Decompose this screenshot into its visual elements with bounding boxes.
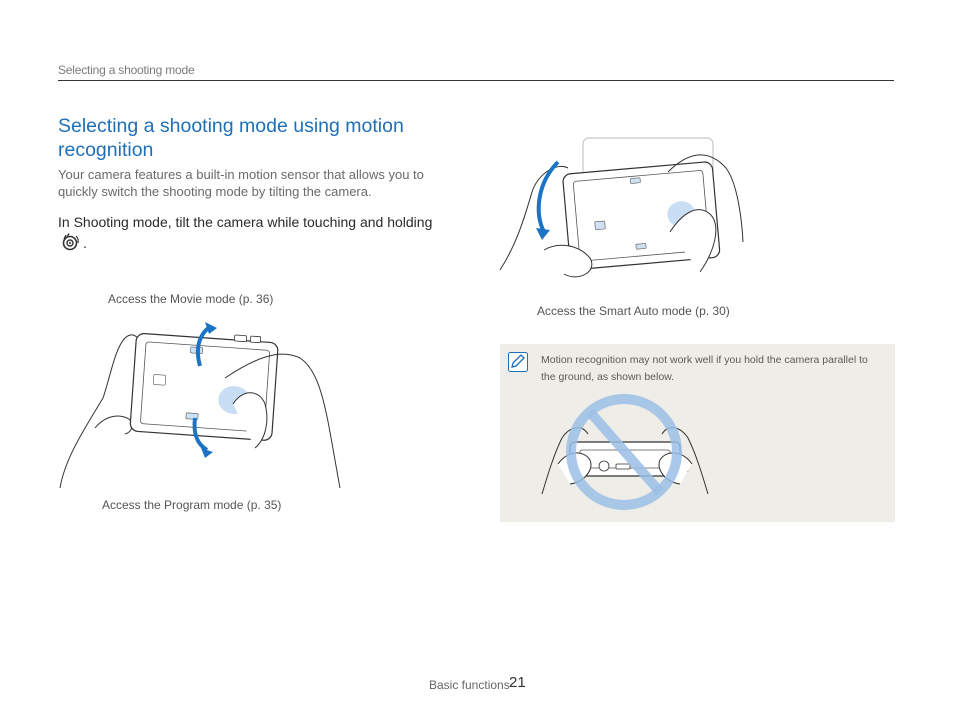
note-text: Motion recognition may not work well if you hold the camera parallel to the ground, as shown below. bbox=[541, 354, 868, 383]
breadcrumb: Selecting a shooting mode bbox=[58, 63, 195, 77]
instruction-text bbox=[58, 212, 453, 254]
page-number: 21 bbox=[509, 674, 526, 691]
note-icon bbox=[508, 352, 528, 372]
header-rule bbox=[58, 80, 894, 81]
parallel-hold-prohibited-illustration bbox=[540, 394, 710, 510]
caption-smart-auto-mode: Access the Smart Auto mode (p. 30) bbox=[537, 304, 730, 318]
tilt-forward-illustration bbox=[498, 132, 748, 302]
instruction-text-end: . bbox=[83, 235, 87, 251]
caption-program-mode: Access the Program mode (p. 35) bbox=[102, 498, 282, 512]
footer-section-label: Basic functions bbox=[429, 678, 510, 692]
intro-text: Your camera features a built-in motion sensor that allows you to quickly switch the shooting mode by tilting the camera. bbox=[58, 167, 424, 199]
tilt-up-down-illustration bbox=[55, 318, 345, 493]
page-title: Selecting a shooting mode using motion recognition bbox=[58, 115, 404, 161]
motion-recognition-icon bbox=[61, 233, 81, 251]
instruction-text-start: In Shooting mode, tilt the camera while touching and holding bbox=[58, 214, 433, 230]
caption-movie-mode: Access the Movie mode (p. 36) bbox=[108, 292, 274, 306]
